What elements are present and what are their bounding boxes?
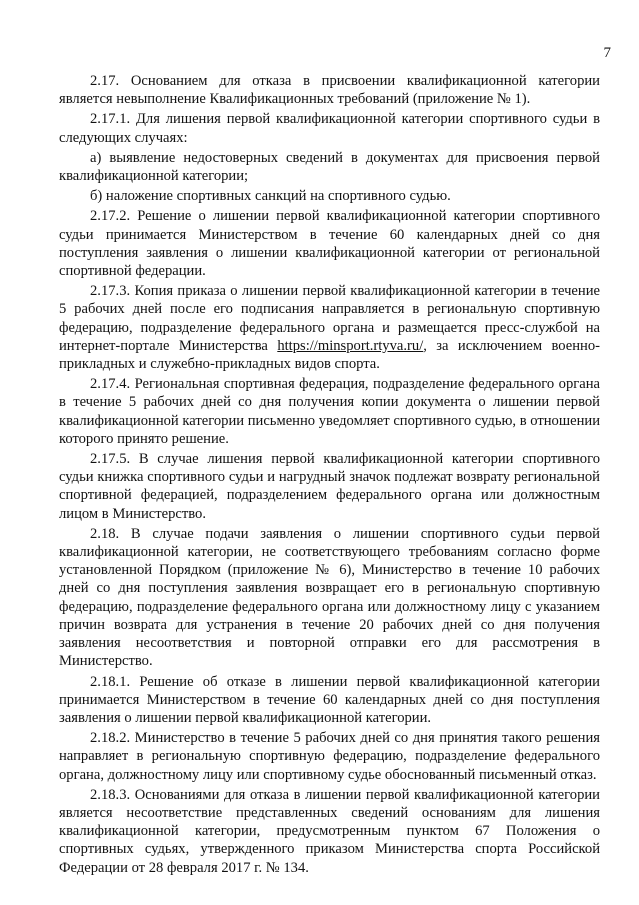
minsport-link[interactable]: https://minsport.rtyva.ru/	[277, 337, 424, 354]
page-number: 7	[603, 45, 611, 61]
paragraph-2-18-2: 2.18.2. Министерство в течение 5 рабочих дней со дня принятия такого решения направляет в региональную спортивную федерацию, подразделение федерального органа, должностному лицу или спортивному судье обоснованный письменный отказ.	[59, 730, 600, 783]
paragraph-2-17-3-after: , за исключением военно-прикладных и служебно-прикладных видов спорта.	[59, 337, 601, 373]
paragraph-2-17-4: 2.17.4. Региональная спортивная федерация, подразделение федерального органа в течение 5 рабочих дней со дня получения копии документа о лишении первой квалификационной категории письменно уведомляет спортивного судью, в отношении которого принято решение.	[59, 376, 600, 447]
paragraph-2-17-3	[59, 282, 600, 373]
paragraph-2-18: 2.18. В случае подачи заявления о лишении спортивного судьи первой квалификационной категории, не соответствующего требованиям согласно форме установленной Порядком (приложение № 6), Министерство в течение 10 рабочих дней со дня поступления заявления возвращает его в региональную спортивную федерацию, подразделение федерального органа или должностному лицу с указанием причин возврата для устранения в течение 20 рабочих дней со дня получения заявления несоответствия и повторной отправки его для рассмотрения в Министерство.	[59, 525, 600, 670]
paragraph-2-18-1: 2.18.1. Решение об отказе в лишении первой квалификационной категории принимается Министерством в течение 60 календарных дней со дня поступления заявления о лишении первой квалификационной категории.	[59, 673, 600, 726]
paragraph-2-17-1: 2.17.1. Для лишения первой квалификационной категории спортивного судьи в следующих случаях:	[59, 111, 600, 146]
paragraph-item-a: а) выявление недостоверных сведений в документах для присвоения первой квалификационной категории;	[59, 149, 600, 185]
paragraph-2-18-3: 2.18.3. Основаниями для отказа в лишении первой квалификационной категории является несоответствие представленных сведений основаниям для лишения квалификационной категории, предусмотренным пунктом 67 Положения о спортивных судьях, утвержденного приказом Министерства спорта Российской Федерации от 28 февраля 2017 г. № 134.	[59, 786, 600, 876]
document-body	[59, 72, 600, 877]
paragraph-2-17-3-before: 2.17.3. Копия приказа о лишении первой квалификационной категории в течение 5 рабочих дней после его подписания направляется в региональную спортивную федерацию, подразделение федерального органа и размещается пресс-службой на интернет-портале Министерства	[59, 283, 600, 354]
paragraph-item-b: б) наложение спортивных санкций на спортивного судью.	[90, 188, 451, 205]
paragraph-2-17-2: 2.17.2. Решение о лишении первой квалификационной категории спортивного судьи принимается Министерством в течение 60 календарных дней со дня поступления заявления о лишении квалификационной категории от региональной спортивной федерации.	[59, 208, 600, 280]
paragraph-2-17: 2.17. Основанием для отказа в присвоении квалификационной категории является невыполнение Квалификационных требований (приложение № 1).	[59, 73, 600, 108]
paragraph-2-17-5: 2.17.5. В случае лишения первой квалификационной категории спортивного судьи книжка спортивного судьи и нагрудный значок подлежат возврату региональной спортивной федерацией, подразделением федерального органа или должностным лицом в Министерство.	[59, 451, 600, 522]
